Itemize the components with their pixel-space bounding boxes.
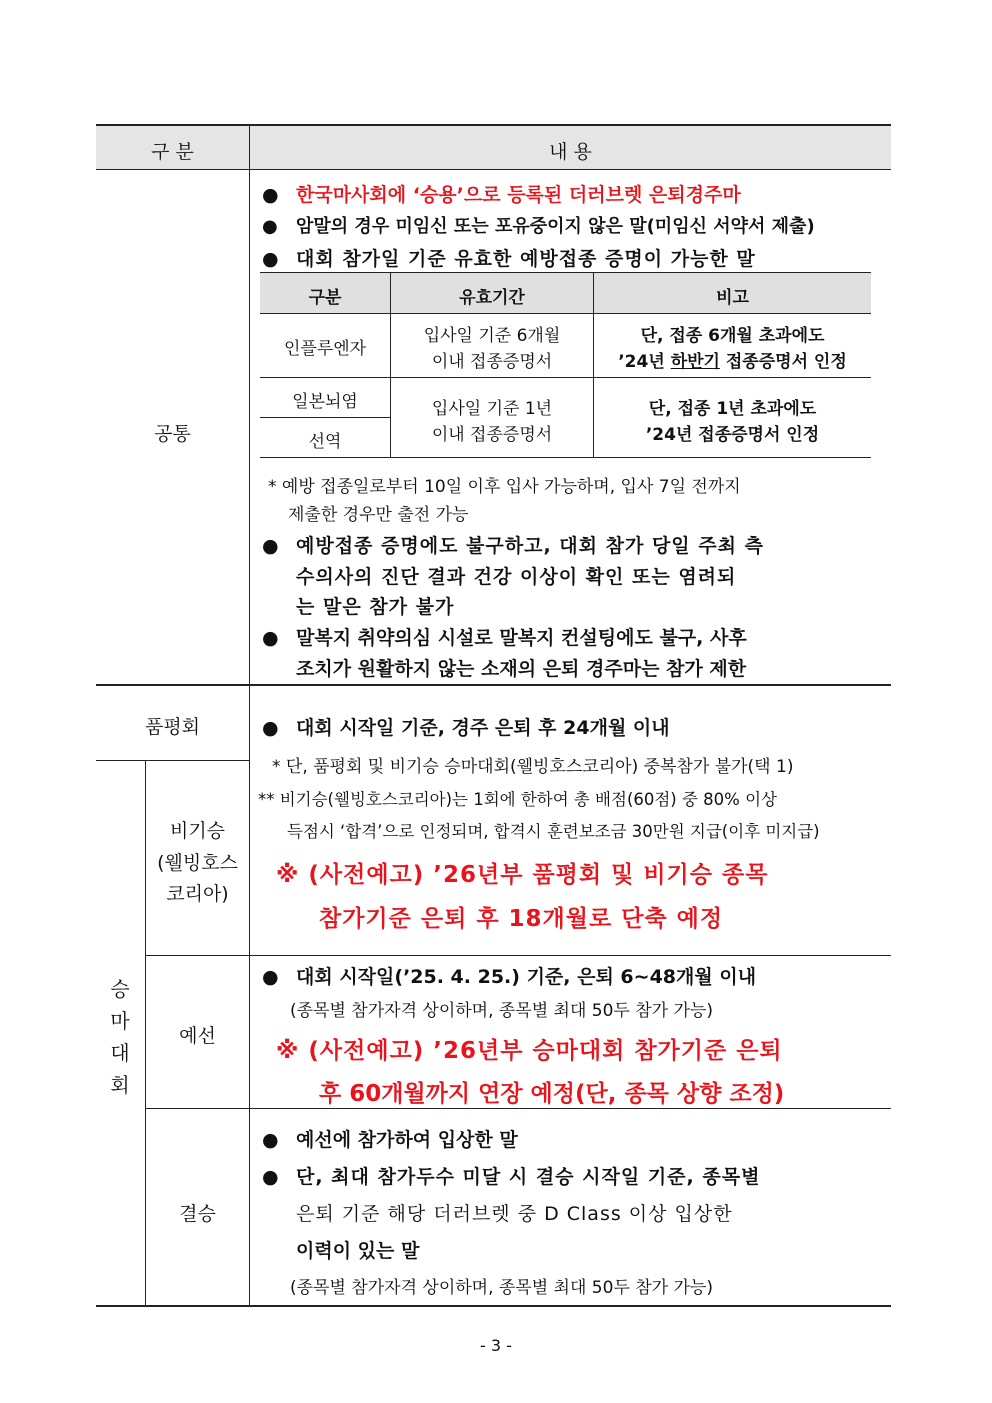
header-bottom-rule [96, 169, 891, 170]
gyeolseung-sub: (종목별 참가자격 상이하며, 종목별 최대 50두 참가 가능) [290, 1278, 713, 1298]
bullet-icon: ● [262, 248, 280, 270]
bullet-icon: ● [262, 1129, 279, 1151]
vaccine-period-influenza-2: 이내 접종증명서 [431, 352, 553, 372]
common-label: 공통 [154, 423, 191, 445]
yeseon-sub: (종목별 참가자격 상이하며, 종목별 최대 50두 참가 가능) [290, 1001, 713, 1021]
seungma-label-4: 회 [110, 1073, 130, 1097]
vaccine-type-influenza: 인플루엔자 [283, 339, 367, 359]
seungma-label-2: 마 [110, 1009, 130, 1033]
gyeolseung-bullet-2c: 이력이 있는 말 [296, 1240, 420, 1262]
bullet-icon: ● [262, 1166, 280, 1188]
common-bullet-5b: 조치가 원활하지 않는 소재의 은퇴 경주마는 참가 제한 [296, 658, 747, 680]
common-bullet-2: ● 암말의 경우 미임신 또는 포유중이지 않은 말(미임신 서약서 제출) [262, 216, 815, 237]
pumpyeong-bullet: ● 대회 시작일 기준, 경주 은퇴 후 24개월 이내 [262, 717, 670, 739]
vaccine-type-strangles: 선역 [308, 432, 342, 452]
vaccine-header-note: 비고 [716, 288, 749, 308]
common-bullet-4b: 수의사의 진단 결과 건강 이상이 확인 또는 염려되 [296, 566, 737, 588]
vaccine-note-je-1: 단, 접종 1년 초과에도 [648, 399, 817, 419]
vaccine-note-influenza-1: 단, 접종 6개월 초과에도 [640, 326, 825, 346]
common-bullet-5a: ● 말복지 취약의심 시설로 말복지 컨설팅에도 불구, 사후 [262, 627, 747, 649]
gyeolseung-label: 결승 [179, 1203, 216, 1225]
header-content: 내 용 [549, 141, 592, 163]
bullet-icon: ● [262, 717, 279, 739]
bigiseung-label-2: (웰빙호스 [157, 852, 238, 874]
vaccine-note-influenza-2: ’24년 하반기 접종증명서 인정 [618, 352, 847, 372]
bigiseung-bottom-rule [145, 955, 891, 956]
seungma-label-1: 승 [110, 977, 130, 1001]
bullet-icon: ● [262, 216, 278, 237]
vaccine-table-bottom [260, 457, 871, 458]
vaccine-header-period: 유효기간 [459, 288, 525, 308]
bigiseung-notice-2: 참가기준 은퇴 후 18개월로 단축 예정 [319, 906, 724, 932]
vaccine-period-je-2: 이내 접종증명서 [431, 425, 553, 445]
gyeolseung-bullet-2b: 은퇴 기준 해당 더러브렛 중 D Class 이상 입상한 [296, 1203, 733, 1225]
yeseon-label: 예선 [179, 1025, 216, 1047]
gyeolseung-bullet-2a: ● 단, 최대 참가두수 미달 시 결승 시작일 기준, 종목별 [262, 1166, 761, 1188]
vaccine-table-top [260, 272, 871, 273]
bullet-icon: ● [262, 627, 279, 649]
bigiseung-note-3: 득점시 ‘합격’으로 인정되며, 합격시 훈련보조금 30만원 지급(이후 미지급) [287, 822, 820, 841]
common-note-2: 제출한 경우만 출전 가능 [288, 505, 469, 525]
common-note-1: * 예방 접종일로부터 10일 이후 입사 가능하며, 입사 7일 전까지 [268, 477, 741, 497]
bigiseung-note-1: * 단, 품평회 및 비기승 승마대회(웰빙호스코리아) 중복참가 불가(택 1) [272, 757, 794, 777]
vaccine-type-je: 일본뇌염 [292, 392, 358, 412]
pumpyeong-bottom-rule [96, 760, 249, 761]
bullet-icon: ● [262, 184, 279, 206]
yeseon-bullet: ● 대회 시작일(’25. 4. 25.) 기준, 은퇴 6∼48개월 이내 [262, 966, 757, 988]
common-bullet-4c: 는 말은 참가 불가 [296, 596, 455, 618]
header-category: 구 분 [151, 141, 194, 163]
table-top-rule [96, 124, 891, 126]
bigiseung-label-1: 비기승 [169, 820, 226, 842]
common-bottom-rule [96, 684, 891, 686]
vaccine-period-je-1: 입사일 기준 1년 [431, 399, 553, 419]
vaccine-period-influenza-1: 입사일 기준 6개월 [423, 326, 561, 346]
bigiseung-label-3: 코리아) [166, 883, 229, 905]
bullet-icon: ● [262, 535, 280, 557]
common-bullet-3: ● 대회 참가일 기준 유효한 예방접종 증명이 가능한 말 [262, 248, 756, 270]
pumpyeong-label: 품평회 [144, 716, 201, 738]
table-bottom-rule [96, 1305, 891, 1307]
seungma-label-3: 대 [110, 1041, 130, 1065]
vaccine-table-head-rule [260, 313, 871, 314]
page-number: - 3 - [480, 1336, 512, 1355]
common-bullet-1: ● 한국마사회에 ‘승용’으로 등록된 더러브렛 은퇴경주마 [262, 184, 741, 206]
yeseon-bottom-rule [145, 1108, 891, 1109]
bigiseung-notice-1: ※ (사전예고) ’26년부 품평회 및 비기승 종목 [276, 862, 769, 888]
vaccine-table-subrow-rule [260, 417, 390, 418]
vaccine-header-type: 구분 [308, 288, 342, 308]
gyeolseung-bullet-1: ● 예선에 참가하여 입상한 말 [262, 1129, 518, 1151]
vaccine-table-row-rule [260, 377, 871, 378]
bigiseung-note-2: ** 비기승(웰빙호스코리아)는 1회에 한하여 총 배점(60점) 중 80% 이상 [258, 790, 777, 809]
common-bullet-4a: ● 예방접종 증명에도 불구하고, 대회 참가 당일 주최 측 [262, 535, 764, 557]
column-divider [249, 124, 250, 1306]
vaccine-note-je-2: ’24년 접종증명서 인정 [645, 425, 820, 445]
bullet-icon: ● [262, 966, 279, 988]
yeseon-notice-2: 후 60개월까지 연장 예정(단, 종목 상향 조정) [319, 1081, 785, 1107]
yeseon-notice-1: ※ (사전예고) ’26년부 승마대회 참가기준 은퇴 [276, 1038, 783, 1064]
